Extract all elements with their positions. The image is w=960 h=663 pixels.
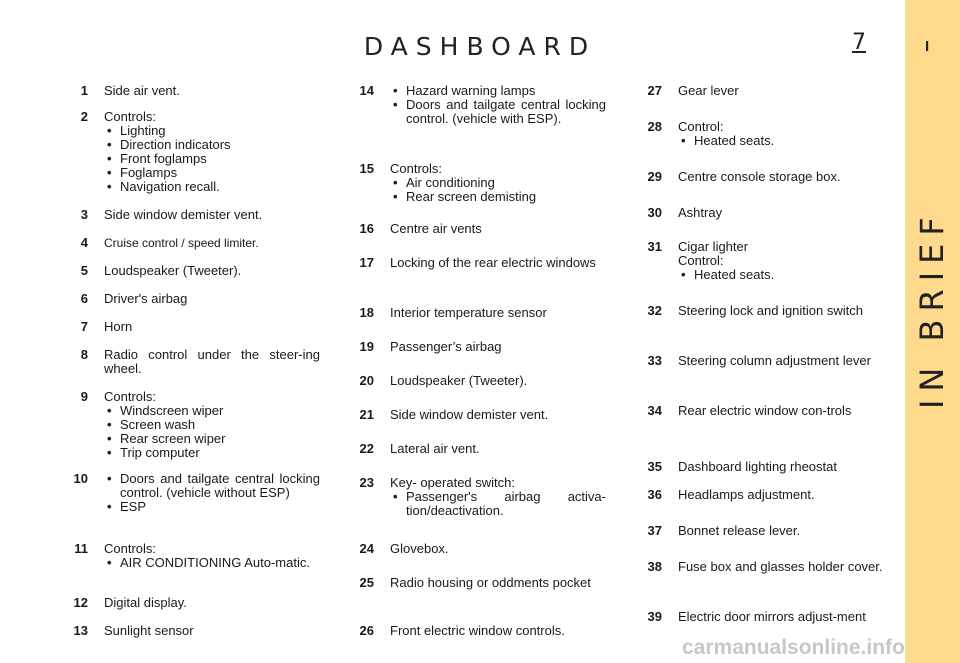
legend-number: 33: [647, 353, 662, 368]
legend-number: 17: [359, 255, 374, 270]
legend-text: Loudspeaker (Tweeter).: [390, 373, 528, 388]
legend-bullet: • Rear screen demisting: [390, 190, 606, 204]
legend-number: 13: [73, 623, 88, 638]
legend-text: Centre air vents: [390, 221, 482, 236]
legend-bullet: • Air conditioning: [390, 176, 606, 190]
legend-item: [640, 524, 896, 538]
legend-bullet: • Front foglamps: [104, 152, 320, 166]
legend-number: 7: [80, 319, 88, 334]
legend-item: [352, 374, 606, 388]
legend-text: Side window demister vent.: [390, 407, 549, 422]
legend-item: [66, 320, 320, 334]
legend-item: [66, 348, 320, 376]
legend-bullet: • Direction indicators: [104, 138, 320, 152]
legend-item: [640, 304, 896, 318]
legend-text: Driver's airbag: [104, 291, 188, 306]
legend-text: Sunlight sensor: [104, 623, 194, 638]
legend-item: [352, 162, 606, 204]
legend-item: [640, 460, 896, 474]
legend-number: 30: [647, 205, 662, 220]
legend-item: [66, 264, 320, 278]
legend-number: 1: [80, 83, 88, 98]
side-tab-marker: I: [925, 38, 930, 55]
legend-text: Electric door mirrors adjust-ment: [678, 609, 866, 624]
legend-number: 10: [73, 471, 88, 486]
legend-number: 11: [74, 541, 88, 556]
legend-bullet-list: [104, 556, 320, 570]
legend-bullet-list: [678, 268, 896, 282]
legend-number: 29: [647, 169, 662, 184]
legend-item: [66, 596, 320, 610]
legend-number: 2: [80, 109, 88, 124]
legend-number: 4: [80, 235, 88, 250]
legend-item: [352, 442, 606, 456]
legend-item: [66, 472, 320, 514]
legend-item: [640, 170, 896, 184]
legend-bullet: • Doors and tailgate central locking control. (vehicle with ESP).: [390, 98, 606, 126]
legend-item: [352, 340, 606, 354]
legend-number: 31: [647, 239, 662, 254]
legend-number: 12: [73, 595, 88, 610]
legend-number: 28: [647, 119, 662, 134]
page-number: 7: [852, 30, 866, 55]
legend-number: 27: [647, 83, 662, 98]
legend-number: 34: [647, 403, 662, 418]
legend-text: Ashtray: [678, 205, 723, 220]
legend-text: Side window demister vent.: [104, 207, 263, 222]
legend-item: [66, 542, 320, 570]
legend-number: 6: [80, 291, 88, 306]
legend-item: [352, 624, 606, 638]
legend-bullet-list: [390, 176, 606, 204]
legend-item: [352, 222, 606, 236]
legend-number: 36: [647, 487, 662, 502]
legend-text: Controls:: [104, 541, 157, 556]
legend-text: Controls:: [104, 109, 157, 124]
legend-text: Rear electric window con-trols: [678, 403, 852, 418]
legend-text: Key- operated switch:: [390, 475, 516, 490]
legend-item: [66, 110, 320, 194]
legend-number: 26: [359, 623, 374, 638]
legend-text: Digital display.: [104, 595, 187, 610]
legend-item: [66, 292, 320, 306]
legend-number: 37: [647, 523, 662, 538]
legend-number: 38: [647, 559, 662, 574]
legend-number: 8: [80, 347, 88, 362]
legend-bullet-list: [104, 472, 320, 514]
legend-bullet: • Screen wash: [104, 418, 320, 432]
legend-number: 22: [359, 441, 374, 456]
legend-text: Locking of the rear electric windows: [390, 255, 596, 270]
legend-number: 20: [359, 373, 374, 388]
legend-bullet-list: [104, 124, 320, 194]
legend-text: Glovebox.: [390, 541, 449, 556]
legend-number: 3: [80, 207, 88, 222]
legend-text: Side air vent.: [104, 83, 180, 98]
legend-text: Gear lever: [678, 83, 739, 98]
legend-item: [66, 208, 320, 222]
legend-bullet: • Windscreen wiper: [104, 404, 320, 418]
legend-text: Radio control under the steer-ing wheel.: [104, 347, 320, 376]
legend-number: 16: [359, 221, 374, 236]
legend-text: Controls:: [104, 389, 157, 404]
legend-text: Control:: [678, 119, 724, 134]
legend-number: 24: [359, 541, 374, 556]
legend-number: 23: [359, 475, 374, 490]
watermark: carmanualsonline.info: [682, 636, 905, 659]
legend-text: Steering column adjustment lever: [678, 353, 871, 368]
legend-item: [640, 404, 896, 418]
legend-item: [640, 120, 896, 148]
legend-text: Interior temperature sensor: [390, 305, 547, 320]
legend-item: [640, 488, 896, 502]
legend-number: 21: [359, 407, 374, 422]
legend-item: [640, 560, 896, 574]
legend-bullet: • Rear screen wiper: [104, 432, 320, 446]
legend-item: [352, 476, 606, 518]
legend-bullet-list: [104, 404, 320, 460]
legend-number: 9: [80, 389, 88, 404]
side-tab-text: IN BRIEF: [913, 209, 951, 409]
legend-item: [352, 256, 606, 270]
legend-item: [640, 354, 896, 368]
legend-text: Cigar lighter Control:: [678, 239, 749, 268]
legend-number: 5: [80, 263, 88, 278]
legend-number: 19: [359, 339, 374, 354]
legend-text: Loudspeaker (Tweeter).: [104, 263, 242, 278]
legend-bullet-list: [390, 84, 606, 126]
legend-bullet: • Lighting: [104, 124, 320, 138]
legend-text: Dashboard lighting rheostat: [678, 459, 837, 474]
legend-bullet: • ESP: [104, 500, 320, 514]
legend-number: 14: [359, 83, 374, 98]
legend-item: [66, 236, 320, 250]
legend-item: [352, 576, 606, 590]
legend-number: 15: [359, 161, 374, 176]
legend-text: Fuse box and glasses holder cover.: [678, 559, 883, 574]
legend-bullet: • Heated seats.: [678, 268, 896, 282]
legend-bullet-list: [678, 134, 896, 148]
legend-number: 35: [647, 459, 662, 474]
legend-item: [66, 390, 320, 460]
legend-text: Horn: [104, 319, 133, 334]
legend-bullet: • Hazard warning lamps: [390, 84, 606, 98]
legend-number: 32: [647, 303, 662, 318]
legend-item: [66, 624, 320, 638]
legend-text: Controls:: [390, 161, 443, 176]
legend-text: Front electric window controls.: [390, 623, 565, 638]
legend-bullet: • Navigation recall.: [104, 180, 320, 194]
legend-number: 18: [359, 305, 374, 320]
legend-bullet: • Passenger's airbag activa-tion/deactivation.: [390, 490, 606, 518]
legend-item: [66, 84, 320, 98]
legend-text: Passenger’s airbag: [390, 339, 502, 354]
legend-text: Steering lock and ignition switch: [678, 303, 863, 318]
legend-item: [352, 408, 606, 422]
legend-text: Radio housing or oddments pocket: [390, 575, 591, 590]
legend-bullet: • Foglamps: [104, 166, 320, 180]
legend-text: Headlamps adjustment.: [678, 487, 815, 502]
page-title: DASHBOARD: [363, 32, 597, 61]
legend-text: Centre console storage box.: [678, 169, 841, 184]
legend-bullet: • Trip computer: [104, 446, 320, 460]
legend-text: Cruise control / speed limiter.: [104, 236, 259, 250]
legend-item: [352, 542, 606, 556]
legend-bullet: • AIR CONDITIONING Auto-matic.: [104, 556, 320, 570]
legend-text: Bonnet release lever.: [678, 523, 801, 538]
legend-bullet-list: [390, 490, 606, 518]
legend-number: 25: [359, 575, 374, 590]
legend-text: Lateral air vent.: [390, 441, 480, 456]
legend-item: [352, 84, 606, 126]
legend-item: [640, 240, 896, 282]
legend-item: [640, 206, 896, 220]
legend-bullet: • Heated seats.: [678, 134, 896, 148]
legend-item: [640, 84, 896, 98]
legend-number: 39: [647, 609, 662, 624]
legend-item: [352, 306, 606, 320]
legend-item: [640, 610, 896, 624]
legend-bullet: • Doors and tailgate central locking control. (vehicle without ESP): [104, 472, 320, 500]
